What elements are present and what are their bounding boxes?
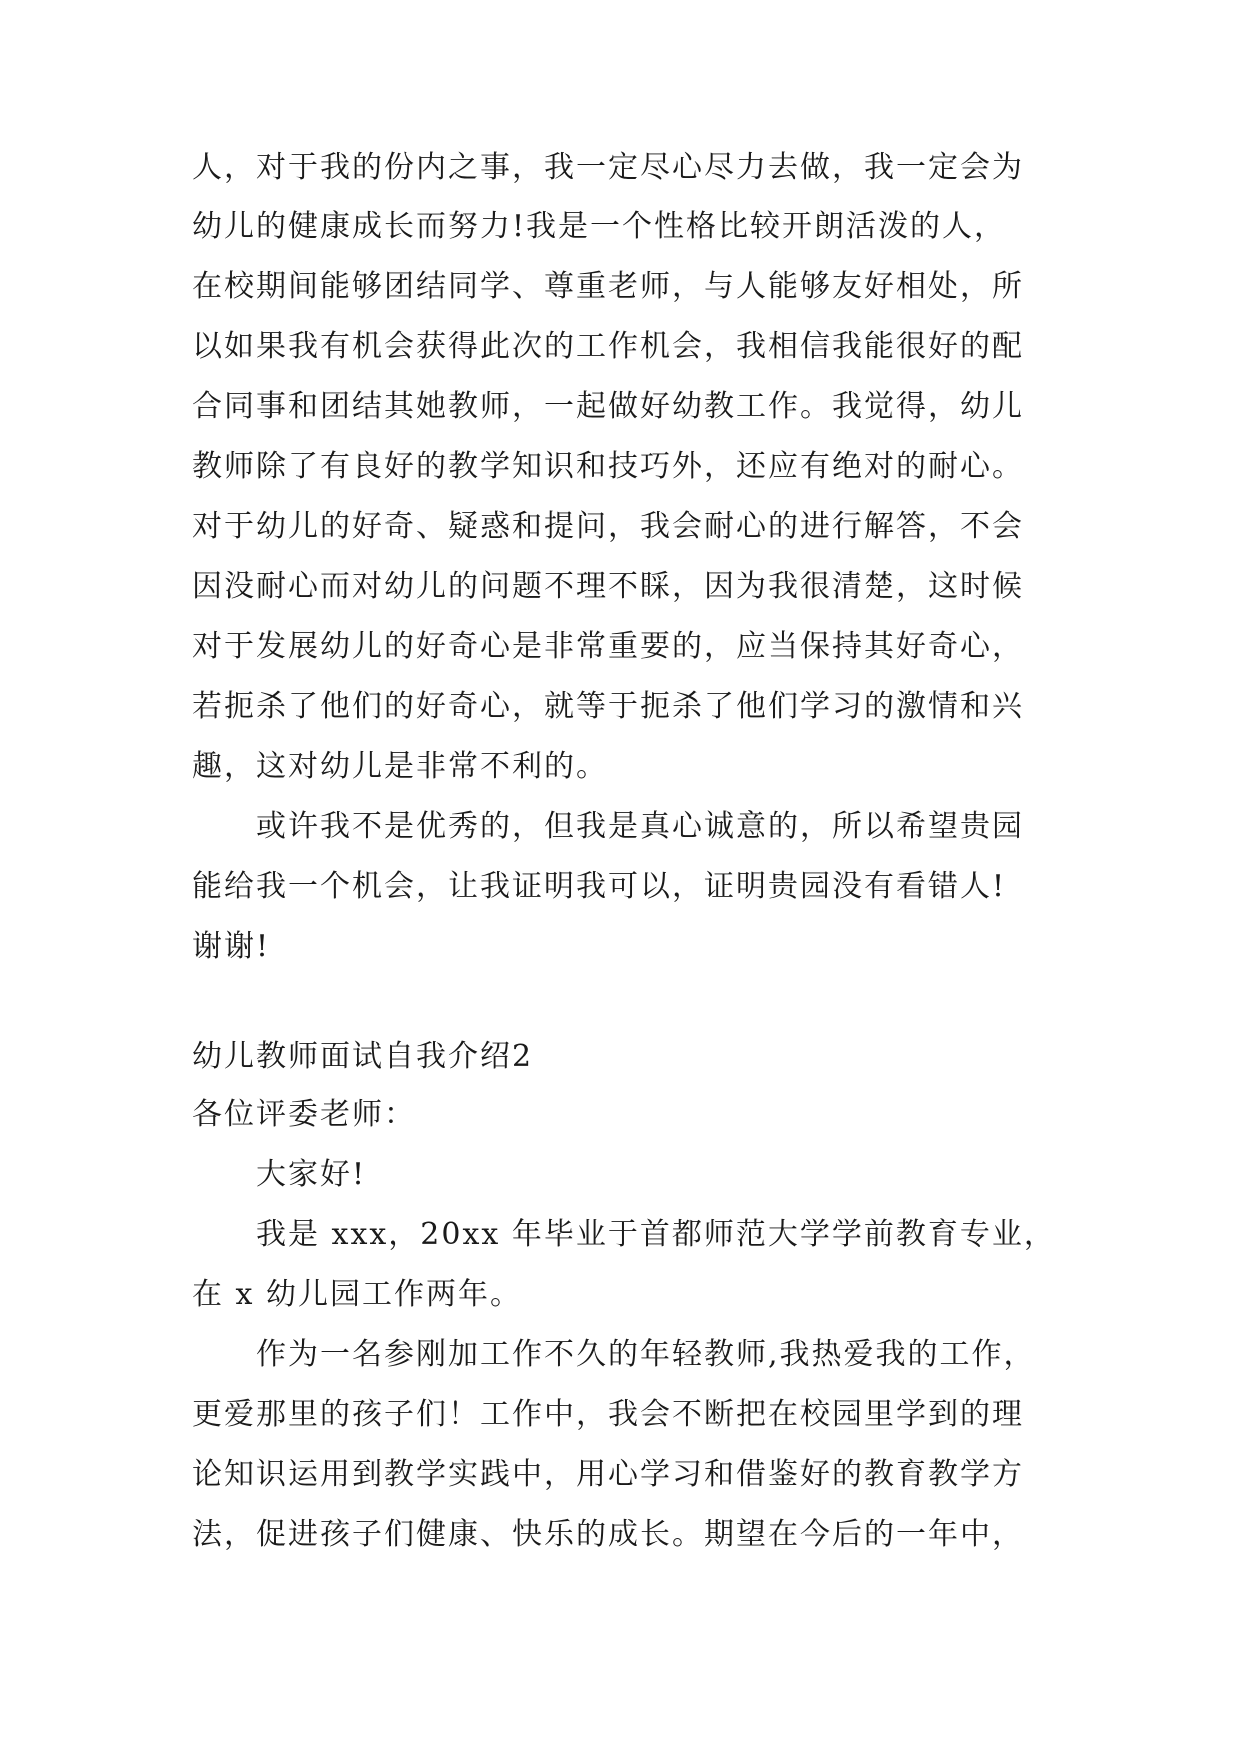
paragraph-line: 对于发展幼儿的好奇心是非常重要的，应当保持其好奇心， (192, 629, 1024, 664)
paragraph-line: 若扼杀了他们的好奇心，就等于扼杀了他们学习的激情和兴 (192, 689, 1024, 724)
closing-line: 能给我一个机会，让我证明我可以，证明贵园没有看错人! (192, 869, 1007, 904)
intro-line: 我是 xxx，20xx 年毕业于首都师范大学学前教育专业， (256, 1217, 1056, 1252)
greeting: 大家好! (256, 1157, 367, 1192)
paragraph-line: 合同事和团结其她教师，一起做好幼教工作。我觉得，幼儿 (192, 389, 1024, 424)
paragraph-line: 对于幼儿的好奇、疑惑和提问，我会耐心的进行解答，不会 (192, 509, 1024, 544)
paragraph-line: 幼儿的健康成长而努力!我是一个性格比较开朗活泼的人， (192, 209, 1007, 244)
body-line: 作为一名参刚加工作不久的年轻教师,我热爱我的工作， (256, 1337, 1036, 1372)
closing-line: 或许我不是优秀的，但我是真心诚意的，所以希望贵园 (256, 809, 1024, 844)
salutation: 各位评委老师： (192, 1097, 416, 1132)
paragraph-line: 人，对于我的份内之事，我一定尽心尽力去做，我一定会为 (192, 150, 1024, 185)
paragraph-line: 因没耐心而对幼儿的问题不理不睬，因为我很清楚，这时候 (192, 569, 1024, 604)
closing-line: 谢谢! (192, 929, 271, 964)
paragraph-line: 趣，这对幼儿是非常不利的。 (192, 749, 608, 784)
body-line: 论知识运用到教学实践中，用心学习和借鉴好的教育教学方 (192, 1457, 1024, 1492)
paragraph-line: 教师除了有良好的教学知识和技巧外，还应有绝对的耐心。 (192, 449, 1024, 484)
paragraph-line: 以如果我有机会获得此次的工作机会，我相信我能很好的配 (192, 329, 1024, 364)
paragraph-line: 在校期间能够团结同学、尊重老师，与人能够友好相处，所 (192, 269, 1024, 304)
intro-line: 在 x 幼儿园工作两年。 (192, 1277, 522, 1312)
body-line: 更爱那里的孩子们！工作中，我会不断把在校园里学到的理 (192, 1397, 1024, 1432)
body-line: 法，促进孩子们健康、快乐的成长。期望在今后的一年中， (192, 1517, 1024, 1552)
section-title: 幼儿教师面试自我介绍2 (192, 1039, 534, 1074)
